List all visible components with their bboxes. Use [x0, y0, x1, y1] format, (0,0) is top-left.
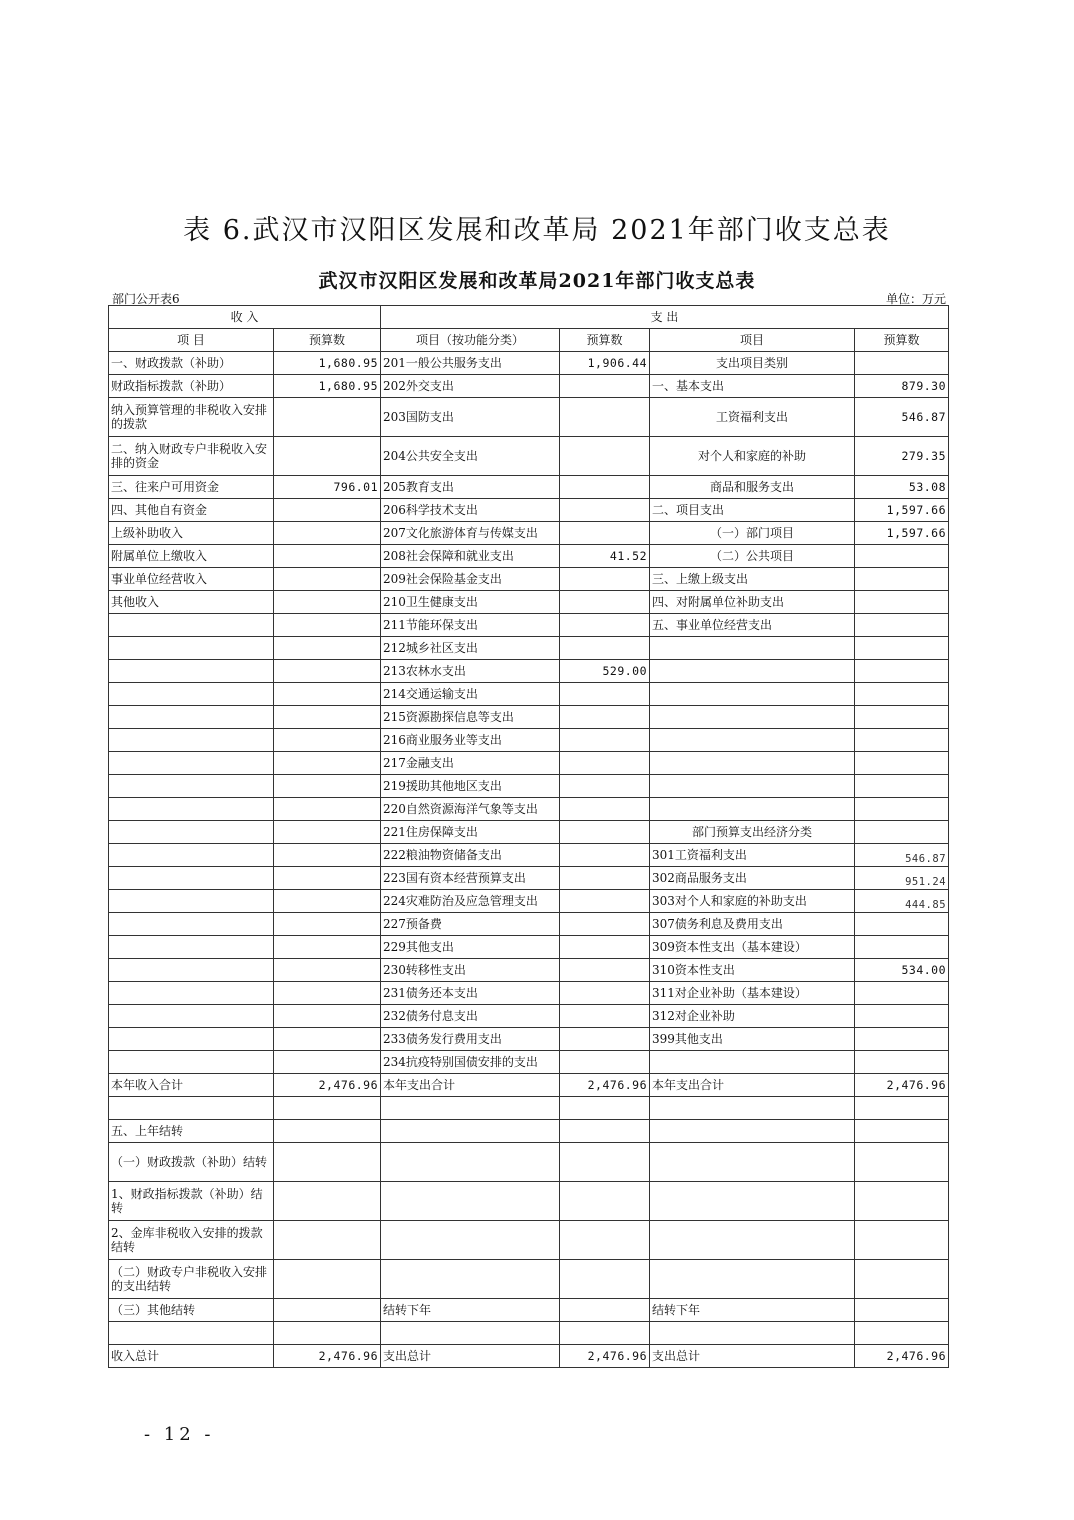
expense-budget-cell: 279.35	[855, 437, 949, 476]
expense-item-cell: 302商品服务支出	[650, 867, 855, 890]
func-budget-cell	[560, 637, 650, 660]
func-item-cell: 233债务发行费用支出	[381, 1028, 560, 1051]
expense-item-cell	[650, 1221, 855, 1260]
func-item-cell: 229其他支出	[381, 936, 560, 959]
func-item-cell: 223国有资本经营预算支出	[381, 867, 560, 890]
table-row	[109, 568, 949, 591]
func-budget-cell	[560, 398, 650, 437]
income-budget-cell	[274, 614, 381, 637]
table-row	[109, 913, 949, 936]
table-row	[109, 867, 949, 890]
func-budget-cell: 1,906.44	[560, 352, 650, 375]
table-row	[109, 476, 949, 499]
expense-item-cell: 310资本性支出	[650, 959, 855, 982]
func-budget-cell	[560, 752, 650, 775]
income-item-cell	[109, 890, 274, 913]
income-budget-cell	[274, 1322, 381, 1345]
income-item-cell	[109, 982, 274, 1005]
income-item-cell	[109, 729, 274, 752]
expense-budget-cell	[855, 775, 949, 798]
income-item-cell: 三、往来户可用资金	[109, 476, 274, 499]
func-budget-cell	[560, 706, 650, 729]
func-budget-cell	[560, 729, 650, 752]
income-item-cell: 五、上年结转	[109, 1120, 274, 1143]
func-item-cell: 222粮油物资储备支出	[381, 844, 560, 867]
income-item-cell: 1、财政指标拨款（补助）结转	[109, 1182, 274, 1221]
func-budget-cell: 2,476.96	[560, 1074, 650, 1097]
table-row	[109, 437, 949, 476]
func-item-cell: 224灾难防治及应急管理支出	[381, 890, 560, 913]
func-item-cell: 支出总计	[381, 1345, 560, 1368]
func-item-cell: 205教育支出	[381, 476, 560, 499]
expense-item-cell: 一、基本支出	[650, 375, 855, 398]
func-budget-cell	[560, 683, 650, 706]
expense-header: 支 出	[381, 306, 949, 329]
document-title: 表 6.武汉市汉阳区发展和改革局 2021年部门收支总表	[183, 215, 891, 246]
income-item-cell: 2、金库非税收入安排的拨款结转	[109, 1221, 274, 1260]
func-budget-cell: 2,476.96	[560, 1345, 650, 1368]
expense-item-cell	[650, 706, 855, 729]
expense-item-cell: 303对个人和家庭的补助支出	[650, 890, 855, 913]
expense-budget-cell	[855, 798, 949, 821]
expense-item-cell	[650, 1120, 855, 1143]
income-item-cell	[109, 821, 274, 844]
func-item-cell: 207文化旅游体育与传媒支出	[381, 522, 560, 545]
income-budget-cell	[274, 1120, 381, 1143]
income-budget-cell	[274, 591, 381, 614]
func-budget-cell	[560, 1221, 650, 1260]
func-item-cell: 220自然资源海洋气象等支出	[381, 798, 560, 821]
income-budget-cell	[274, 890, 381, 913]
table-row	[109, 545, 949, 568]
expense-budget-cell	[855, 591, 949, 614]
func-budget-cell	[560, 1120, 650, 1143]
expense-budget-cell	[855, 1182, 949, 1221]
func-budget-cell	[560, 959, 650, 982]
expense-budget-cell	[855, 1005, 949, 1028]
func-budget-cell	[560, 982, 650, 1005]
income-budget-cell	[274, 1221, 381, 1260]
expense-budget-cell	[855, 821, 949, 844]
income-budget-cell	[274, 936, 381, 959]
income-budget-cell	[274, 1097, 381, 1120]
func-item-cell	[381, 1182, 560, 1221]
col-budget3: 预算数	[855, 329, 949, 352]
income-item-cell	[109, 660, 274, 683]
expense-budget-cell: 1,597.66	[855, 499, 949, 522]
income-item-cell	[109, 913, 274, 936]
income-budget-cell	[274, 545, 381, 568]
func-budget-cell	[560, 775, 650, 798]
income-budget-cell	[274, 752, 381, 775]
table-row	[109, 729, 949, 752]
table-body	[109, 352, 949, 1368]
func-budget-cell	[560, 568, 650, 591]
func-budget-cell	[560, 1299, 650, 1322]
expense-item-cell	[650, 1051, 855, 1074]
income-item-cell	[109, 1322, 274, 1345]
col-item2: 项目	[650, 329, 855, 352]
income-budget-cell	[274, 867, 381, 890]
income-budget-cell	[274, 683, 381, 706]
expense-item-cell: 309资本性支出（基本建设）	[650, 936, 855, 959]
func-item-cell: 234抗疫特别国债安排的支出	[381, 1051, 560, 1074]
income-header: 收 入	[109, 306, 381, 329]
table-row	[109, 1221, 949, 1260]
income-item-cell: 事业单位经营收入	[109, 568, 274, 591]
table-row	[109, 1322, 949, 1345]
func-budget-cell	[560, 798, 650, 821]
income-item-cell: 四、其他自有资金	[109, 499, 274, 522]
expense-item-cell	[650, 729, 855, 752]
table-row	[109, 959, 949, 982]
income-item-cell: 财政指标拨款（补助）	[109, 375, 274, 398]
expense-budget-cell	[855, 352, 949, 375]
func-budget-cell	[560, 913, 650, 936]
expense-item-cell: 对个人和家庭的补助	[650, 437, 855, 476]
expense-budget-cell: 2,476.96	[855, 1345, 949, 1368]
form-number: 部门公开表6	[112, 292, 180, 306]
table-row	[109, 936, 949, 959]
expense-item-cell	[650, 637, 855, 660]
func-budget-cell	[560, 476, 650, 499]
income-item-cell	[109, 683, 274, 706]
func-item-cell: 206科学技术支出	[381, 499, 560, 522]
func-item-cell: 209社会保险基金支出	[381, 568, 560, 591]
expense-budget-cell	[855, 752, 949, 775]
expense-budget-cell: 546.87	[855, 844, 949, 867]
income-budget-cell: 2,476.96	[274, 1345, 381, 1368]
income-item-cell: （三）其他结转	[109, 1299, 274, 1322]
income-budget-cell	[274, 729, 381, 752]
income-budget-cell	[274, 499, 381, 522]
income-item-cell	[109, 775, 274, 798]
income-budget-cell	[274, 1005, 381, 1028]
expense-item-cell: （二）公共项目	[650, 545, 855, 568]
income-item-cell	[109, 1097, 274, 1120]
col-budget2: 预算数	[560, 329, 650, 352]
table-row	[109, 1005, 949, 1028]
func-budget-cell	[560, 1097, 650, 1120]
income-item-cell	[109, 1051, 274, 1074]
income-item-cell	[109, 798, 274, 821]
expense-budget-cell	[855, 1051, 949, 1074]
expense-budget-cell: 534.00	[855, 959, 949, 982]
budget-table	[108, 305, 949, 1368]
income-item-cell: 其他收入	[109, 591, 274, 614]
header-row-columns	[109, 329, 949, 352]
func-budget-cell	[560, 1182, 650, 1221]
income-item-cell	[109, 936, 274, 959]
func-budget-cell	[560, 522, 650, 545]
func-budget-cell	[560, 867, 650, 890]
func-item-cell: 227预备费	[381, 913, 560, 936]
func-item-cell: 208社会保障和就业支出	[381, 545, 560, 568]
expense-item-cell: 312对企业补助	[650, 1005, 855, 1028]
table-row	[109, 1299, 949, 1322]
func-budget-cell: 41.52	[560, 545, 650, 568]
expense-item-cell	[650, 798, 855, 821]
func-budget-cell	[560, 437, 650, 476]
income-item-cell: 收入总计	[109, 1345, 274, 1368]
expense-budget-cell	[855, 1028, 949, 1051]
table-title: 武汉市汉阳区发展和改革局2021年部门收支总表	[318, 270, 756, 292]
income-budget-cell	[274, 982, 381, 1005]
income-budget-cell	[274, 637, 381, 660]
expense-item-cell	[650, 752, 855, 775]
income-budget-cell	[274, 660, 381, 683]
func-item-cell: 203国防支出	[381, 398, 560, 437]
page-number: - 12 -	[144, 1424, 215, 1445]
expense-budget-cell	[855, 660, 949, 683]
func-item-cell: 212城乡社区支出	[381, 637, 560, 660]
income-budget-cell	[274, 798, 381, 821]
expense-item-cell	[650, 683, 855, 706]
income-budget-cell	[274, 1182, 381, 1221]
col-budget: 预算数	[274, 329, 381, 352]
income-budget-cell: 2,476.96	[274, 1074, 381, 1097]
table-row	[109, 683, 949, 706]
func-item-cell: 230转移性支出	[381, 959, 560, 982]
income-budget-cell	[274, 1028, 381, 1051]
table-row	[109, 844, 949, 867]
expense-item-cell: 支出总计	[650, 1345, 855, 1368]
func-item-cell: 210卫生健康支出	[381, 591, 560, 614]
expense-budget-cell	[855, 1143, 949, 1182]
income-budget-cell: 796.01	[274, 476, 381, 499]
table-row	[109, 499, 949, 522]
income-item-cell: 上级补助收入	[109, 522, 274, 545]
expense-item-cell: 本年支出合计	[650, 1074, 855, 1097]
func-budget-cell	[560, 1322, 650, 1345]
expense-budget-cell	[855, 913, 949, 936]
expense-item-cell: 399其他支出	[650, 1028, 855, 1051]
func-item-cell: 232债务付息支出	[381, 1005, 560, 1028]
income-item-cell	[109, 867, 274, 890]
expense-budget-cell	[855, 683, 949, 706]
expense-item-cell: 四、对附属单位补助支出	[650, 591, 855, 614]
expense-budget-cell	[855, 545, 949, 568]
expense-budget-cell	[855, 729, 949, 752]
table-row	[109, 1097, 949, 1120]
expense-item-cell: 301工资福利支出	[650, 844, 855, 867]
expense-budget-cell	[855, 706, 949, 729]
func-budget-cell	[560, 1260, 650, 1299]
func-item-cell	[381, 1322, 560, 1345]
income-budget-cell	[274, 844, 381, 867]
func-item-cell: 结转下年	[381, 1299, 560, 1322]
expense-item-cell: 部门预算支出经济分类	[650, 821, 855, 844]
col-func-item: 项目（按功能分类）	[381, 329, 560, 352]
func-budget-cell	[560, 591, 650, 614]
func-budget-cell	[560, 375, 650, 398]
func-budget-cell: 529.00	[560, 660, 650, 683]
func-item-cell: 216商业服务业等支出	[381, 729, 560, 752]
income-item-cell	[109, 1028, 274, 1051]
expense-budget-cell: 53.08	[855, 476, 949, 499]
func-budget-cell	[560, 844, 650, 867]
income-item-cell	[109, 637, 274, 660]
func-budget-cell	[560, 499, 650, 522]
expense-item-cell: 二、项目支出	[650, 499, 855, 522]
expense-item-cell: 三、上缴上级支出	[650, 568, 855, 591]
func-item-cell: 211节能环保支出	[381, 614, 560, 637]
expense-budget-cell: 2,476.96	[855, 1074, 949, 1097]
expense-budget-cell	[855, 1260, 949, 1299]
expense-budget-cell: 951.24	[855, 867, 949, 890]
expense-budget-cell	[855, 1120, 949, 1143]
income-item-cell	[109, 706, 274, 729]
expense-item-cell	[650, 1260, 855, 1299]
income-budget-cell	[274, 913, 381, 936]
table-row	[109, 890, 949, 913]
income-budget-cell: 1,680.95	[274, 375, 381, 398]
expense-budget-cell	[855, 1299, 949, 1322]
income-budget-cell	[274, 1299, 381, 1322]
income-item-cell: 二、纳入财政专户非税收入安排的资金	[109, 437, 274, 476]
expense-budget-cell	[855, 614, 949, 637]
table-row	[109, 1074, 949, 1097]
income-item-cell	[109, 1005, 274, 1028]
income-budget-cell	[274, 1051, 381, 1074]
income-budget-cell: 1,680.95	[274, 352, 381, 375]
table-row	[109, 522, 949, 545]
expense-budget-cell	[855, 936, 949, 959]
expense-budget-cell: 546.87	[855, 398, 949, 437]
expense-item-cell	[650, 775, 855, 798]
income-budget-cell	[274, 959, 381, 982]
income-budget-cell	[274, 437, 381, 476]
table-row	[109, 1028, 949, 1051]
expense-budget-cell	[855, 1322, 949, 1345]
func-item-cell: 201一般公共服务支出	[381, 352, 560, 375]
table-row	[109, 706, 949, 729]
unit-label: 单位：万元	[885, 292, 946, 306]
table-row	[109, 821, 949, 844]
table-row	[109, 614, 949, 637]
func-item-cell: 231债务还本支出	[381, 982, 560, 1005]
expense-item-cell: 支出项目类别	[650, 352, 855, 375]
expense-budget-cell: 444.85	[855, 890, 949, 913]
func-budget-cell	[560, 1051, 650, 1074]
expense-item-cell: 307债务利息及费用支出	[650, 913, 855, 936]
table-row	[109, 398, 949, 437]
func-item-cell: 本年支出合计	[381, 1074, 560, 1097]
expense-budget-cell: 1,597.66	[855, 522, 949, 545]
table-row	[109, 982, 949, 1005]
table-row	[109, 752, 949, 775]
func-budget-cell	[560, 890, 650, 913]
func-item-cell: 221住房保障支出	[381, 821, 560, 844]
table-row	[109, 591, 949, 614]
func-item-cell	[381, 1097, 560, 1120]
table-row	[109, 775, 949, 798]
income-budget-cell	[274, 522, 381, 545]
header-row-sections	[109, 306, 949, 329]
income-item-cell: （一）财政拨款（补助）结转	[109, 1143, 274, 1182]
expense-item-cell	[650, 1322, 855, 1345]
income-budget-cell	[274, 398, 381, 437]
func-item-cell: 213农林水支出	[381, 660, 560, 683]
col-item: 项 目	[109, 329, 274, 352]
income-item-cell: 纳入预算管理的非税收入安排的拨款	[109, 398, 274, 437]
func-budget-cell	[560, 1028, 650, 1051]
income-item-cell: 一、财政拨款（补助）	[109, 352, 274, 375]
expense-item-cell: 结转下年	[650, 1299, 855, 1322]
func-item-cell: 217金融支出	[381, 752, 560, 775]
table-row	[109, 660, 949, 683]
func-item-cell: 204公共安全支出	[381, 437, 560, 476]
income-item-cell	[109, 959, 274, 982]
table-row	[109, 1182, 949, 1221]
expense-item-cell	[650, 1143, 855, 1182]
func-item-cell: 202外交支出	[381, 375, 560, 398]
func-budget-cell	[560, 821, 650, 844]
income-item-cell: （二）财政专户非税收入安排的支出结转	[109, 1260, 274, 1299]
expense-budget-cell: 879.30	[855, 375, 949, 398]
func-item-cell	[381, 1120, 560, 1143]
func-item-cell: 214交通运输支出	[381, 683, 560, 706]
expense-budget-cell	[855, 1221, 949, 1260]
income-budget-cell	[274, 568, 381, 591]
expense-budget-cell	[855, 637, 949, 660]
income-item-cell	[109, 844, 274, 867]
expense-item-cell: （一）部门项目	[650, 522, 855, 545]
income-budget-cell	[274, 821, 381, 844]
func-budget-cell	[560, 936, 650, 959]
func-budget-cell	[560, 1143, 650, 1182]
expense-item-cell	[650, 660, 855, 683]
income-item-cell	[109, 752, 274, 775]
income-budget-cell	[274, 775, 381, 798]
func-budget-cell	[560, 614, 650, 637]
income-budget-cell	[274, 1260, 381, 1299]
table-row	[109, 1120, 949, 1143]
table-row	[109, 1260, 949, 1299]
income-item-cell: 附属单位上缴收入	[109, 545, 274, 568]
table-row	[109, 1143, 949, 1182]
expense-item-cell: 商品和服务支出	[650, 476, 855, 499]
expense-item-cell: 311对企业补助（基本建设）	[650, 982, 855, 1005]
income-budget-cell	[274, 1143, 381, 1182]
table-row	[109, 1051, 949, 1074]
income-budget-cell	[274, 706, 381, 729]
func-item-cell: 219援助其他地区支出	[381, 775, 560, 798]
expense-item-cell: 五、事业单位经营支出	[650, 614, 855, 637]
func-item-cell	[381, 1221, 560, 1260]
expense-budget-cell	[855, 568, 949, 591]
income-item-cell: 本年收入合计	[109, 1074, 274, 1097]
table-row	[109, 637, 949, 660]
table-row	[109, 1345, 949, 1368]
expense-item-cell: 工资福利支出	[650, 398, 855, 437]
expense-item-cell	[650, 1182, 855, 1221]
table-row	[109, 352, 949, 375]
income-item-cell	[109, 614, 274, 637]
table-row	[109, 375, 949, 398]
expense-budget-cell	[855, 982, 949, 1005]
func-item-cell	[381, 1260, 560, 1299]
func-item-cell	[381, 1143, 560, 1182]
func-item-cell: 215资源勘探信息等支出	[381, 706, 560, 729]
expense-item-cell	[650, 1097, 855, 1120]
expense-budget-cell	[855, 1097, 949, 1120]
table-row	[109, 798, 949, 821]
func-budget-cell	[560, 1005, 650, 1028]
